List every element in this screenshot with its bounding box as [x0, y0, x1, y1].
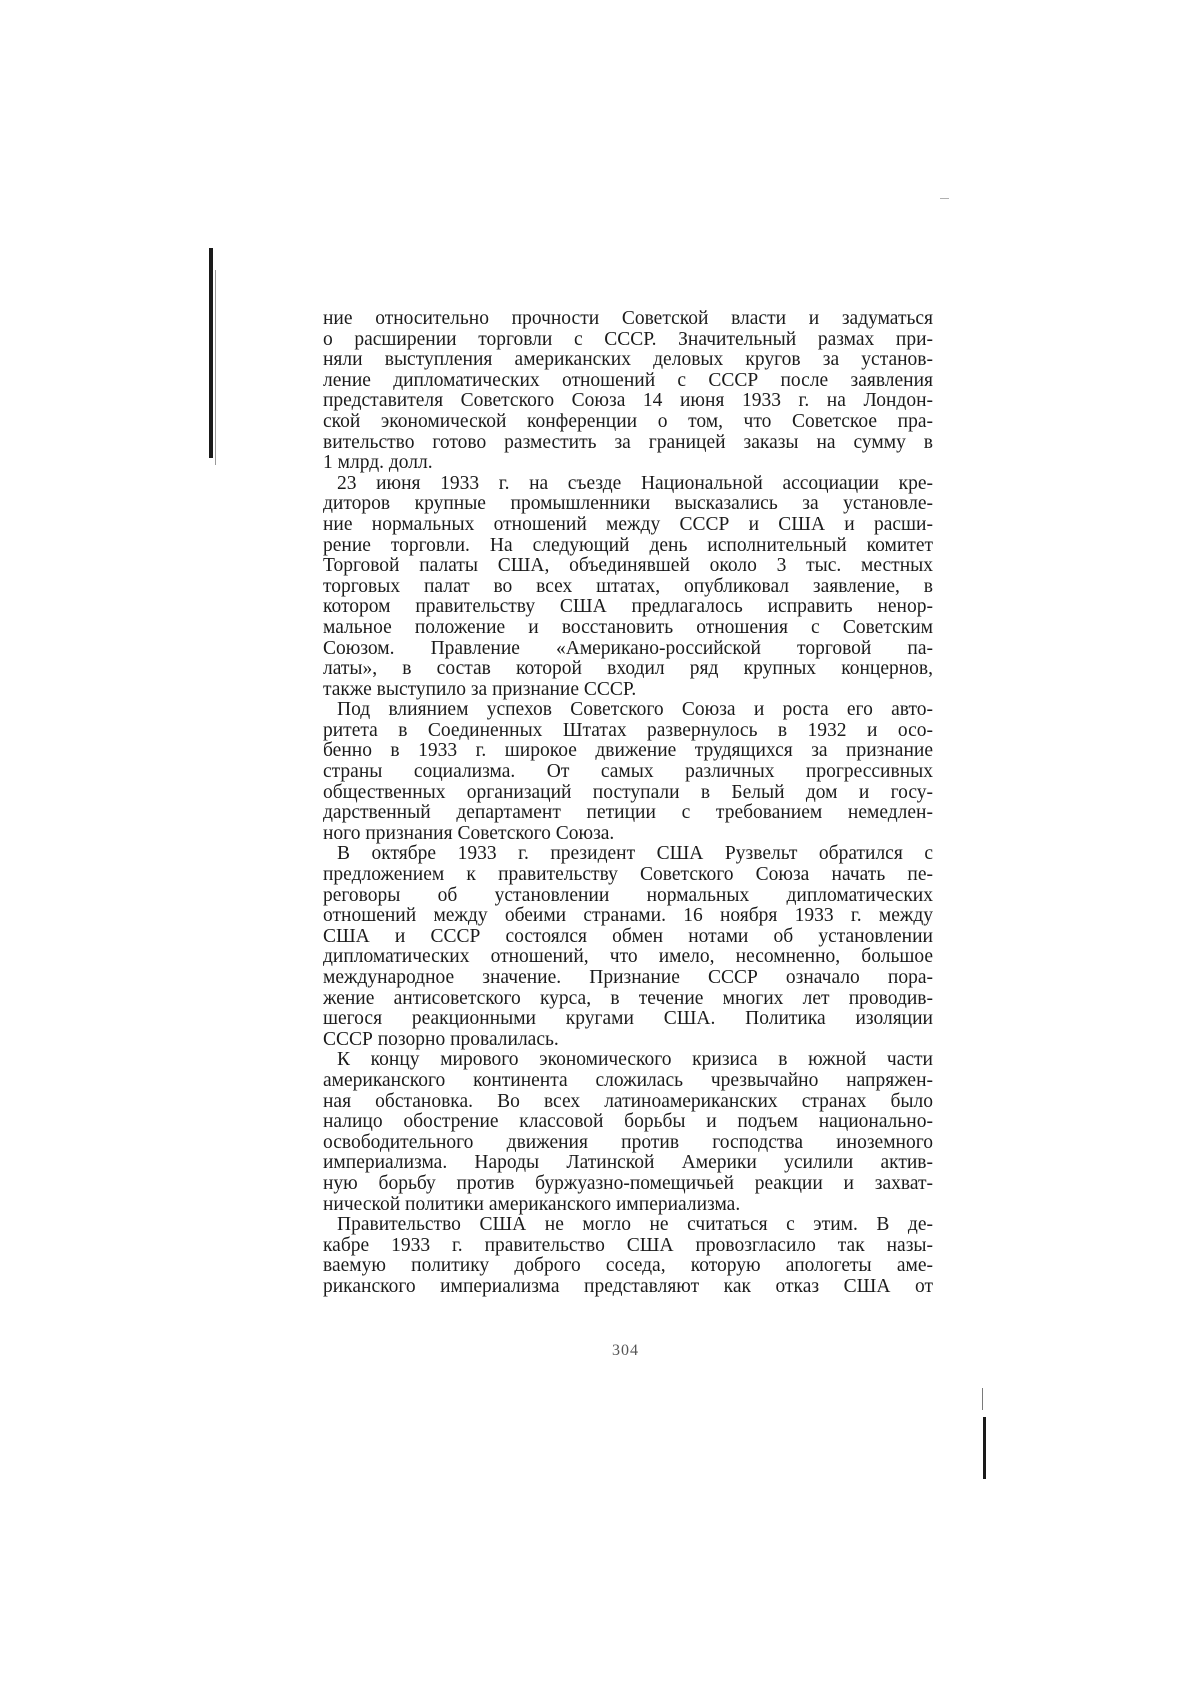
- scan-margin-line-right: [983, 1417, 986, 1479]
- text-line: шегося реакционными кругами США. Политика изоляции: [323, 1009, 933, 1030]
- text-line: торговых палат во всех штатах, опубликовал заявление, в: [323, 576, 933, 597]
- paragraph: [323, 844, 933, 1050]
- text-line: жение антисоветского курса, в течение многих лет проводив-: [323, 988, 933, 1009]
- scan-speck: [940, 198, 949, 199]
- text-line: империализма. Народы Латинской Америки усилили актив-: [323, 1153, 933, 1174]
- text-line: освободительного движения против господства иноземного: [323, 1132, 933, 1153]
- text-line: 23 июня 1933 г. на съезде Национальной ассоциации кре-: [337, 473, 933, 494]
- text-line: нической политики американского империализма.: [323, 1194, 741, 1215]
- text-line: К концу мирового экономического кризиса в южной части: [337, 1050, 933, 1071]
- text-line: ную борьбу против буржуазно-помещичьей реакции и захват-: [323, 1173, 933, 1194]
- scan-margin-line-left-faint: [215, 270, 216, 465]
- text-line: кабре 1933 г. правительство США провозгласило так назы-: [323, 1235, 933, 1256]
- text-line: В октябре 1933 г. президент США Рузвельт обратился с: [337, 844, 933, 865]
- text-line: представителя Советского Союза 14 июня 1933 г. на Лондон-: [323, 391, 933, 412]
- text-line: о расширении торговли с СССР. Значительный размах при-: [323, 329, 933, 350]
- paragraph: [323, 700, 933, 844]
- text-line: предложением к правительству Советского Союза начать пе-: [323, 865, 933, 886]
- text-line: вительство готово разместить за границей заказы на сумму в: [323, 432, 933, 453]
- text-line: общественных организаций поступали в Белый дом и госу-: [323, 782, 933, 803]
- paragraph: [323, 474, 933, 701]
- text-line: страны социализма. От самых различных прогрессивных: [323, 762, 933, 783]
- scan-margin-line-right-faint: [982, 1388, 983, 1410]
- text-line: Союзом. Правление «Американо-российской торговой па-: [323, 638, 933, 659]
- text-line: ление дипломатических отношений с СССР после заявления: [323, 370, 933, 391]
- text-line: ние относительно прочности Советской власти и задуматься: [323, 309, 933, 329]
- text-line: няли выступления американских деловых кругов за установ-: [323, 350, 933, 371]
- text-line: американского континента сложилась чрезвычайно напряжен-: [323, 1070, 933, 1091]
- text-line: реговоры об установлении нормальных дипломатических: [323, 885, 933, 906]
- text-line: диторов крупные промышленники высказались за установле-: [323, 494, 933, 515]
- text-line: риканского империализма представляют как отказ США от: [323, 1276, 933, 1297]
- text-line: латы», в состав которой входил ряд крупных концернов,: [323, 659, 933, 680]
- text-line: ваемую политику доброго соседа, которую апологеты аме-: [323, 1256, 933, 1277]
- text-line: дарственный департамент петиции с требованием немедлен-: [323, 803, 933, 824]
- text-line: Под влиянием успехов Советского Союза и роста его авто-: [337, 700, 933, 721]
- paragraph: [323, 309, 933, 474]
- text-line: котором правительству США предлагалось исправить ненор-: [323, 597, 933, 618]
- text-line: Правительство США не могло не считаться с этим. В де-: [337, 1215, 933, 1236]
- text-line: США и СССР состоялся обмен нотами об установлении: [323, 926, 933, 947]
- paragraph: [323, 1050, 933, 1215]
- text-line: ние нормальных отношений между СССР и США и расши-: [323, 514, 933, 535]
- text-line: ного признания Советского Союза.: [323, 823, 615, 844]
- body-text: [323, 309, 933, 1298]
- text-line: рение торговли. На следующий день исполнительный комитет: [323, 535, 933, 556]
- text-line: 1 млрд. долл.: [323, 453, 433, 474]
- text-line: СССР позорно провалилась.: [323, 1029, 559, 1050]
- text-line: ная обстановка. Во всех латиноамериканских странах было: [323, 1091, 933, 1112]
- text-line: мальное положение и восстановить отношения с Советским: [323, 617, 933, 638]
- text-line: дипломатических отношений, что имело, несомненно, большое: [323, 947, 933, 968]
- scan-margin-line-left: [209, 248, 213, 458]
- text-line: Торговой палаты США, объединявшей около 3 тыс. местных: [323, 556, 933, 577]
- text-line: бенно в 1933 г. широкое движение трудящихся за признание: [323, 741, 933, 762]
- text-line: международное значение. Признание СССР означало пора-: [323, 968, 933, 988]
- text-line: ритета в Соединенных Штатах развернулось в 1932 и осо-: [323, 720, 933, 741]
- text-line: ской экономической конференции о том, что Советское пра-: [323, 411, 933, 432]
- paragraph: [323, 1215, 933, 1297]
- text-line: отношений между обеими странами. 16 ноября 1933 г. между: [323, 906, 933, 927]
- text-line: налицо обострение классовой борьбы и подъем национально-: [323, 1112, 933, 1133]
- page-number: 304: [612, 1342, 639, 1359]
- text-line: также выступило за признание СССР.: [323, 679, 637, 700]
